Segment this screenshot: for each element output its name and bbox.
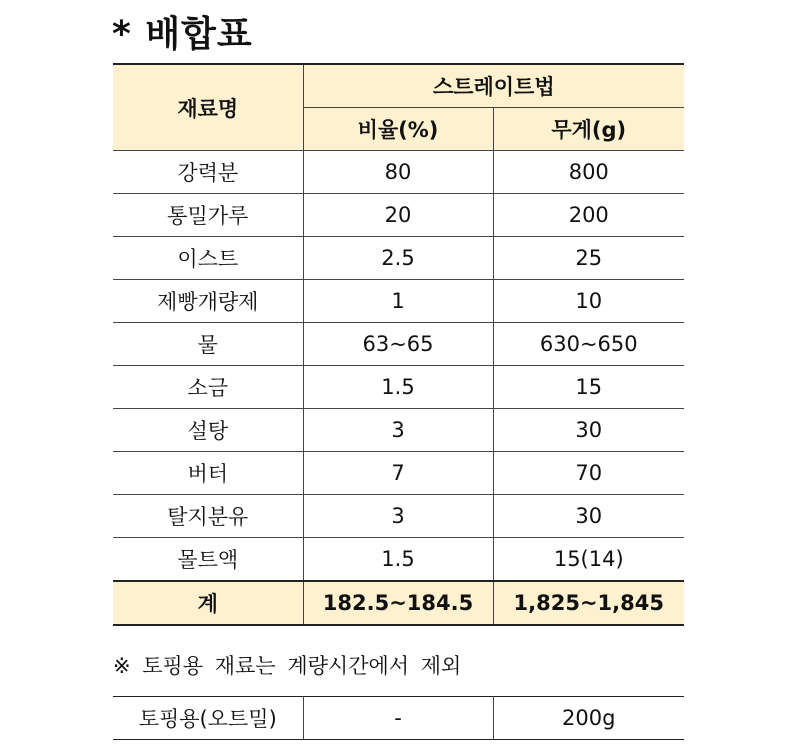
topping-note: ※ 토핑용 재료는 계량시간에서 제외 [113,654,462,678]
ingredient-name: 이스트 [113,237,303,280]
page-title: * 배합표 [112,14,253,55]
ingredient-name: 탈지분유 [113,495,303,538]
ingredient-ratio: 1 [303,280,493,323]
ingredient-name: 물 [113,323,303,366]
topping-table [113,696,684,740]
table-row [113,452,684,495]
total-row [113,581,684,625]
table-row [113,409,684,452]
header-ingredient: 재료명 [113,64,303,151]
total-label: 계 [113,581,303,625]
topping-row [113,697,684,740]
ingredient-name: 몰트액 [113,538,303,582]
ingredient-weight: 25 [493,237,684,280]
ingredient-name: 버터 [113,452,303,495]
ingredient-name: 제빵개량제 [113,280,303,323]
recipe-table [113,63,684,626]
total-weight: 1,825~1,845 [493,581,684,625]
ingredient-name: 설탕 [113,409,303,452]
topping-weight: 200g [493,697,684,740]
ingredient-weight: 70 [493,452,684,495]
ingredient-name: 소금 [113,366,303,409]
ingredient-ratio: 3 [303,409,493,452]
ingredient-ratio: 80 [303,151,493,194]
ingredient-weight: 15(14) [493,538,684,582]
ingredient-weight: 630~650 [493,323,684,366]
table-row [113,151,684,194]
ingredient-ratio: 1.5 [303,538,493,582]
header-method: 스트레이트법 [303,64,684,108]
ingredient-weight: 30 [493,495,684,538]
ingredient-weight: 15 [493,366,684,409]
ingredient-ratio: 20 [303,194,493,237]
table-row [113,366,684,409]
ingredient-ratio: 2.5 [303,237,493,280]
ingredient-weight: 800 [493,151,684,194]
ingredient-ratio: 3 [303,495,493,538]
table-row [113,323,684,366]
table-row [113,237,684,280]
ingredient-weight: 10 [493,280,684,323]
table-header-row [113,64,684,108]
ingredient-name: 통밀가루 [113,194,303,237]
table-row [113,495,684,538]
ingredient-name: 강력분 [113,151,303,194]
table-row [113,538,684,582]
header-weight: 무게(g) [493,108,684,151]
ingredient-ratio: 7 [303,452,493,495]
topping-ratio: - [303,697,493,740]
table-row [113,194,684,237]
ingredient-ratio: 63~65 [303,323,493,366]
ingredient-weight: 200 [493,194,684,237]
ingredient-weight: 30 [493,409,684,452]
ingredient-ratio: 1.5 [303,366,493,409]
table-row [113,280,684,323]
header-ratio: 비율(%) [303,108,493,151]
topping-name: 토핑용(오트밀) [113,697,303,740]
total-ratio: 182.5~184.5 [303,581,493,625]
